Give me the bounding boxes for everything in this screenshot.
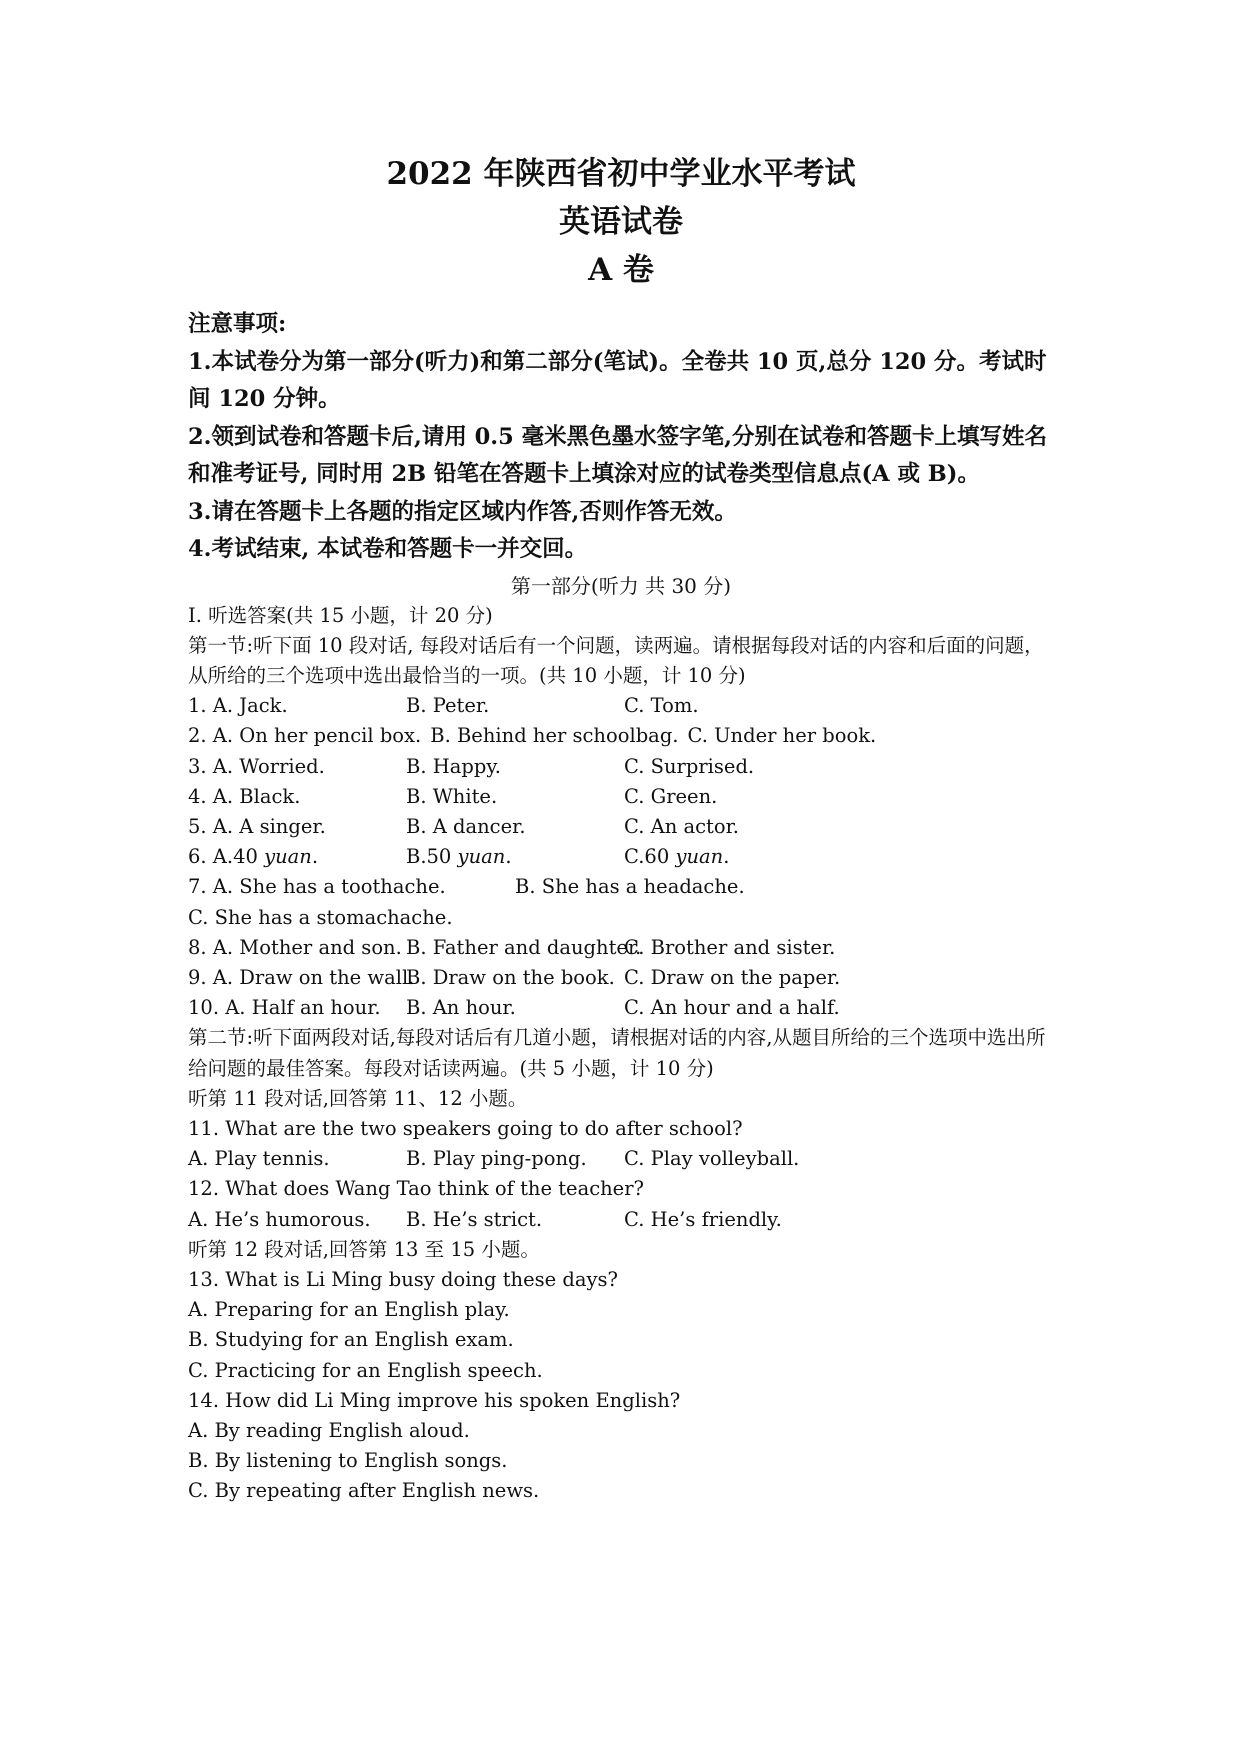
part1-heading: 第一部分(听力 共 30 分) <box>510 573 732 598</box>
option-b: B. Happy. <box>406 754 501 778</box>
notes-heading: 注意事项: <box>188 311 287 337</box>
option-a: 5. A. A singer. <box>188 814 326 838</box>
question-6 <box>188 842 1054 872</box>
question-1 <box>188 691 1054 721</box>
page-content <box>188 150 1054 1507</box>
note-item: 1.本试卷分为第一部分(听力)和第二部分(笔试)。全卷共 10 页,总分 120 分。考试时间 120 分钟。 <box>188 348 1047 412</box>
option-b: B. By listening to English songs. <box>188 1449 508 1473</box>
option-a: 1. A. Jack. <box>188 694 288 718</box>
option-a: 9. A. Draw on the wall. <box>188 965 415 989</box>
option-c: C. He’s friendly. <box>624 1207 782 1231</box>
note-item: 4.考试结束, 本试卷和答题卡一并交回。 <box>188 536 588 562</box>
question-4 <box>188 782 1054 812</box>
question-11-text: 11. What are the two speakers going to do after school? <box>188 1116 743 1140</box>
section1-intro: 第一节:听下面 10 段对话, 每段对话后有一个问题，读两遍。请根据每段对话的内容和后面的问题，从所给的三个选项中选出最恰当的一项。(共 10 小题，计 10 分) <box>188 633 1044 687</box>
option-c: C. Play volleyball. <box>624 1147 800 1171</box>
question-5 <box>188 812 1054 842</box>
option-b: B. Draw on the book. <box>406 965 615 989</box>
option-c: C.60 yuan. <box>624 845 730 869</box>
option-a: A. Preparing for an English play. <box>188 1298 510 1322</box>
section-title: I. 听选答案(共 15 小题，计 20 分) <box>188 603 493 627</box>
option-b: B.50 yuan. <box>406 845 512 869</box>
option-a: 2. A. On her pencil box. <box>188 724 422 748</box>
option-c: C. By repeating after English news. <box>188 1479 540 1503</box>
exam-subject: 英语试卷 <box>559 204 683 240</box>
option-b: B. Father and daughter. <box>406 935 642 959</box>
listening-section <box>188 601 1054 1507</box>
note-item: 3.请在答题卡上各题的指定区域内作答,否则作答无效。 <box>188 498 737 525</box>
currency-unit: yuan <box>264 845 312 869</box>
option-b: B. An hour. <box>406 996 516 1020</box>
option-b: B. She has a headache. <box>515 875 745 899</box>
option-c: C. An actor. <box>624 814 739 838</box>
option-c: C. She has a stomachache. <box>188 905 453 929</box>
option-b: B. Studying for an English exam. <box>188 1328 514 1352</box>
dialogue-11-note: 听第 11 段对话,回答第 11、12 小题。 <box>188 1086 528 1110</box>
option-b: B. Behind her schoolbag. <box>430 724 679 748</box>
option-b: B. Play ping-pong. <box>406 1147 587 1171</box>
option-a: A. By reading English aloud. <box>188 1418 470 1442</box>
question-12-options <box>188 1205 1054 1235</box>
question-13-text: 13. What is Li Ming busy doing these days? <box>188 1267 618 1291</box>
option-a: A. Play tennis. <box>188 1147 330 1171</box>
option-b: B. White. <box>406 784 498 808</box>
option-a: 10. A. Half an hour. <box>188 996 381 1020</box>
currency-unit: yuan <box>457 845 506 869</box>
option-a: 8. A. Mother and son. <box>188 935 402 959</box>
question-2 <box>188 721 1054 751</box>
exam-version: A 卷 <box>588 252 654 288</box>
dialogue-12-note: 听第 12 段对话,回答第 13 至 15 小题。 <box>188 1237 540 1261</box>
option-a: A. He’s humorous. <box>188 1207 371 1231</box>
option-c: C. Brother and sister. <box>624 935 836 959</box>
question-12-text: 12. What does Wang Tao think of the teacher? <box>188 1177 645 1201</box>
option-c: C. Tom. <box>624 694 699 718</box>
option-c: C. Practicing for an English speech. <box>188 1358 543 1382</box>
option-a: 6. A.40 yuan. <box>188 845 319 869</box>
section2-intro: 第二节:听下面两段对话,每段对话后有几道小题，请根据对话的内容,从题目所给的三个选项中选出所给问题的最佳答案。每段对话读两遍。(共 5 小题，计 10 分) <box>188 1026 1046 1080</box>
question-8 <box>188 933 1054 963</box>
option-c: C. Under her book. <box>687 724 877 748</box>
option-a: 4. A. Black. <box>188 784 301 808</box>
option-b: B. A dancer. <box>406 814 526 838</box>
question-10 <box>188 993 1054 1023</box>
question-11-options <box>188 1144 1054 1174</box>
question-9 <box>188 963 1054 993</box>
question-3 <box>188 752 1054 782</box>
option-b: B. Peter. <box>406 694 490 718</box>
option-a: 3. A. Worried. <box>188 754 325 778</box>
option-c: C. Surprised. <box>624 754 755 778</box>
note-item: 2.领到试卷和答题卡后,请用 0.5 毫米黑色墨水签字笔,分别在试卷和答题卡上填写姓名和准考证号, 同时用 2B 铅笔在答题卡上填涂对应的试卷类型信息点(A 或 B)。 <box>188 423 1047 487</box>
option-b: B. He’s strict. <box>406 1207 543 1231</box>
currency-unit: yuan <box>675 845 724 869</box>
question-14-text: 14. How did Li Ming improve his spoken English? <box>188 1388 681 1412</box>
question-7 <box>188 872 1054 902</box>
option-c: C. An hour and a half. <box>624 996 840 1020</box>
option-a: 7. A. She has a toothache. <box>188 875 446 899</box>
notes-section <box>188 306 1054 569</box>
option-c: C. Draw on the paper. <box>624 965 841 989</box>
question-7-option-c <box>188 903 1054 933</box>
exam-title: 2022 年陕西省初中学业水平考试 <box>386 156 856 192</box>
option-c: C. Green. <box>624 784 718 808</box>
